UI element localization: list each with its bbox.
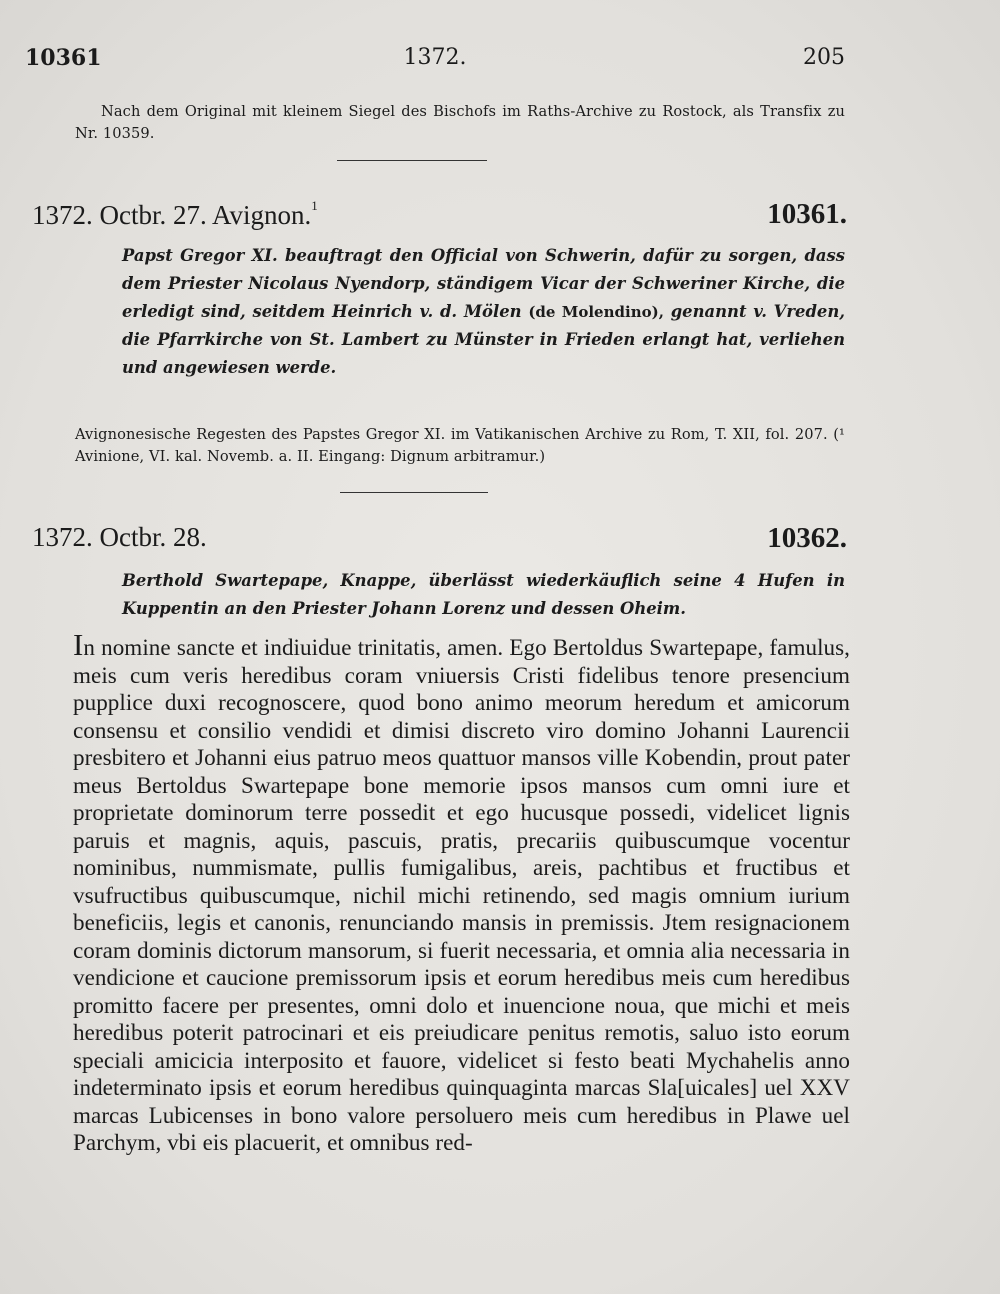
summary-10361-part-c: genannt v. Vreden, die Pfarrkirche von St. Lambert zu Münster in Frieden erlangt hat, verliehen und angewiesen werde. [122,302,845,377]
page-header [25,45,845,75]
section-divider-1 [337,160,487,161]
entry-10361-date-text: 1372. Octbr. 27. Avignon. [32,200,312,230]
header-page-number: 205 [803,45,845,70]
header-year: 1372. [403,45,467,70]
section-divider-2 [340,492,488,493]
charter-body: n nomine sancte et indiuidue trinitatis, amen. Ego Bertoldus Swartepape, famulus, meis cum veris heredibus coram vniuersis Cristi fidelibus tenore presencium pupplice duxi recognoscere, quod bono animo meorum heredum et amicorum consensu et consilio vendidi et dimisi discreto viro domino Johanni Laurencii presbitero et Johanni eius patruo meos quattuor mansos ville Kobendin, prout pater meus Bertoldus Swartepape bone memorie ipsos mansos cum omni iure et proprietate dominorum terre possedit et ego hucusque possedi, videlicet lignis paruis et magnis, aquis, pascuis, pratis, precariis quibuscumque vocentur nominibus, nummismate, pullis fumigalibus, areis, pachtibus et fructibus et vsufructibus quibuscumque, nichil michi retinendo, sed magis omnium iurium beneficiis, legis et canonis, renunciando mansis in premissis. Jtem resignacionem coram dominis dictorum mansorum, si fuerit necessaria, et omnia alia necessaria in vendicione et caucione premissorum ipsis et eorum heredibus meis cum heredibus promitto facere per presentes, omni dolo et inuencione noua, que michi et meis heredibus poterit patrocinari et eis preiudicare penitus remotis, saluo isto eorum speciali amicicia interposito et fauore, videlicet si festo beati Mychahelis anno indeterminato ipsis et eorum heredibus quinquaginta marcas Sla[uicales] uel XXV marcas Lubicenses in bono valore persoluero meis cum heredibus in Plawe uel Parchym, vbi eis placuerit, et omnibus red- [73,634,850,1155]
entry-10361-date [32,198,318,231]
entry-10362-summary: Berthold Swartepape, Knappe, überlässt wiederkäuflich seine 4 Hufen in Kuppentin an den Priester Johann Lorenz und dessen Oheim. [122,571,845,618]
charter-initial: I [73,627,84,662]
entry-10361-heading [32,198,847,234]
header-doc-number: 10361 [25,45,102,71]
summary-10361-latin-name: (de Molendino), [528,303,664,321]
entry-10362-number: 10362. [767,522,847,554]
footnote-mark: 1 [311,198,318,213]
entry-10361-source: Avignonesische Regesten des Papstes Gregor XI. im Vatikanischen Archive zu Rom, T. XII, fol. 207. (¹ Avinione, VI. kal. Novemb. a. II. Eingang: Dignum arbitramur.) [75,426,845,465]
entry-10361-summary [122,242,845,382]
entry-10361-number: 10361. [767,198,847,230]
entry-10362-charter-text [73,627,850,1157]
entry-10362-heading [32,522,847,558]
entry-10362-date: 1372. Octbr. 28. [32,522,207,552]
summary-10361-part-a: Papst Gregor XI. beauftragt den Official von Schwerin, dafür zu sorgen, dass dem Priester Nicolaus Nyendorp, ständigem Vicar der Schweriner Kirche, die erledigt sind, seitdem Heinrich v. d. Mölen [122,246,845,321]
top-source-note: Nach dem Original mit kleinem Siegel des Bischofs im Raths-Archive zu Rostock, als Transfix zu Nr. 10359. [75,103,845,142]
